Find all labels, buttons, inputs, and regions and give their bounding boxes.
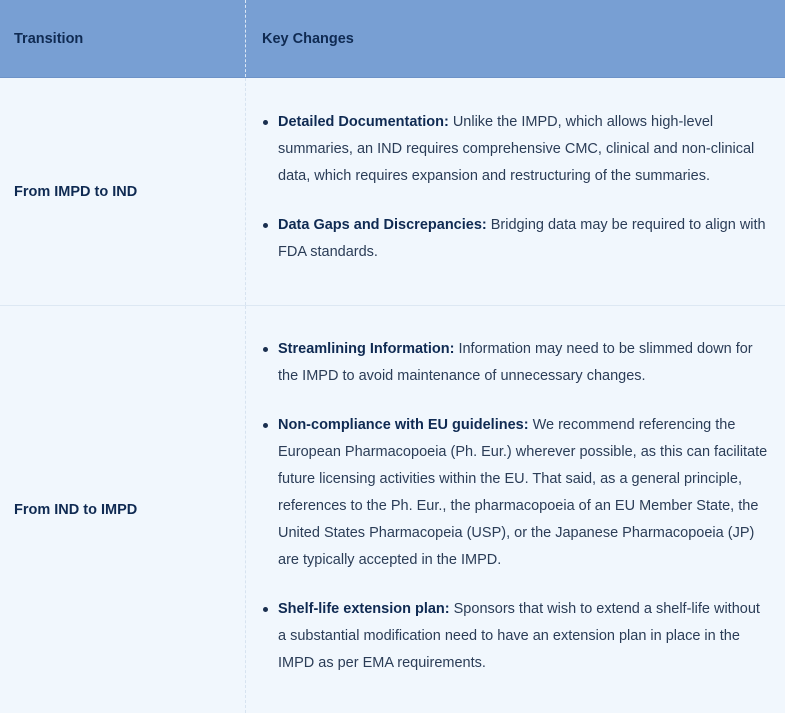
table-row — [0, 78, 785, 306]
key-changes-cell — [246, 78, 785, 305]
table-header — [0, 0, 785, 78]
item-lead: Non-compliance with EU guidelines: — [278, 417, 529, 433]
changes-list — [262, 336, 771, 677]
list-item — [278, 412, 771, 574]
list-item — [278, 596, 771, 677]
list-item — [278, 212, 771, 266]
header-key-changes: Key Changes — [262, 30, 354, 47]
key-changes-cell — [246, 306, 785, 713]
item-text: Bridging data may be required to align with FDA standards. — [278, 217, 766, 260]
item-text: We recommend referencing the European Pharmacopoeia (Ph. Eur.) wherever possible, as this can facilitate future licensing activities within the EU. That said, as a general principle, references to the Ph. Eur., the pharmacopoeia of an EU Member State, the United States Pharmacopeia (USP), or the Japanese Pharmacopoeia (JP) are typically accepted in the IMPD. — [278, 417, 768, 568]
item-lead: Detailed Documentation: — [278, 114, 449, 130]
item-text: Unlike the IMPD, which allows high-level summaries, an IND requires comprehensive CMC, clinical and non-clinical data, which requires expansion and restructuring of the summaries. — [278, 114, 755, 184]
bullet-icon — [263, 120, 268, 125]
item-text: Information may need to be slimmed down for the IMPD to avoid maintenance of unnecessary changes. — [278, 341, 753, 384]
bullet-icon — [263, 423, 268, 428]
item-lead: Streamlining Information: — [278, 341, 455, 357]
bullet-icon — [263, 347, 268, 352]
transition-cell: From IND to IMPD — [0, 306, 246, 713]
item-lead: Shelf-life extension plan: — [278, 601, 450, 617]
item-lead: Data Gaps and Discrepancies: — [278, 217, 487, 233]
changes-list — [262, 109, 771, 266]
table-row — [0, 306, 785, 713]
bullet-icon — [263, 223, 268, 228]
list-item — [278, 336, 771, 390]
list-item — [278, 109, 771, 190]
header-transition: Transition — [0, 0, 246, 77]
transition-cell: From IMPD to IND — [0, 78, 246, 305]
item-text: Sponsors that wish to extend a shelf-life without a substantial modification need to have an extension plan in place in the IMPD as per EMA requirements. — [278, 601, 760, 671]
bullet-icon — [263, 607, 268, 612]
